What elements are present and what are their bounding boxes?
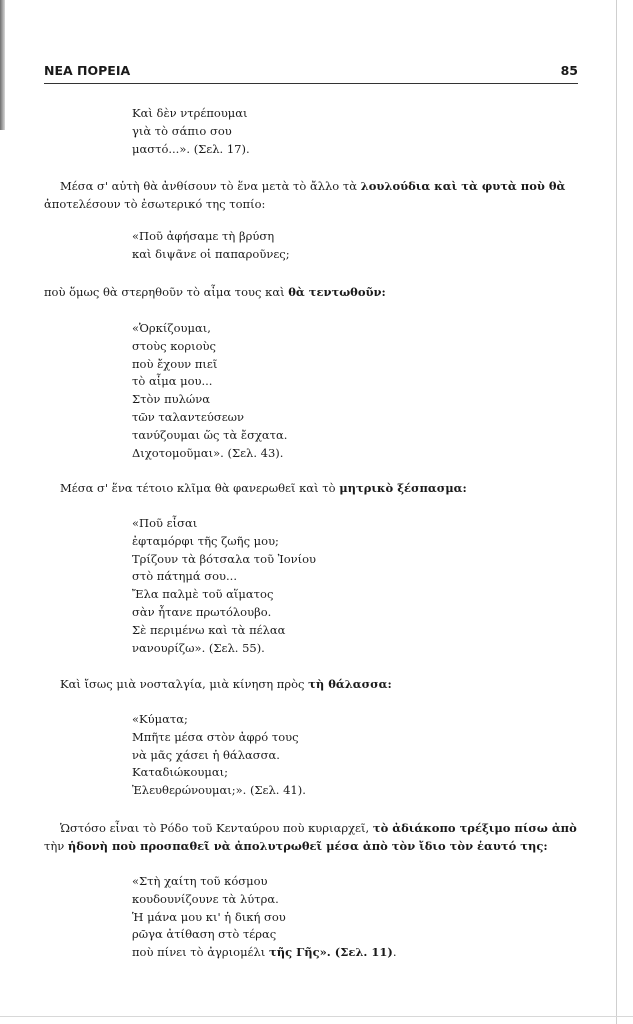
prose-line (44, 820, 584, 838)
verse-line: νανουρίζω». (Σελ. 55). (132, 640, 265, 655)
prose-line (44, 178, 584, 196)
prose-text-bold: λουλούδια καὶ τὰ φυτὰ ποὺ θὰ (360, 179, 566, 193)
prose-text-bold: μητρικὸ ξέσπασμα: (339, 481, 467, 495)
verse-line: Τρίζουν τὰ βότσαλα τοῦ Ἰονίου (132, 551, 317, 566)
prose-line (44, 480, 584, 498)
verse-line: μαστό...». (Σελ. 17). (132, 141, 250, 156)
verse-line: Ἐλευθερώνουμαι;». (Σελ. 41). (132, 783, 306, 798)
page-number: 85 (560, 63, 578, 78)
verse-line: «Ποῦ εἶσαι (132, 516, 198, 530)
prose-line (44, 676, 584, 694)
prose-paragraph-2 (44, 284, 584, 302)
verse-line: «Ποῦ ἀφήσαμε τὴ βρύση (132, 229, 275, 243)
verse-quote-4 (132, 515, 316, 657)
running-head (44, 63, 578, 81)
verse-line: στὸ πάτημά σου... (132, 569, 237, 584)
verse-line: νὰ μᾶς χάσει ἡ θάλασσα. (132, 747, 280, 762)
verse-line: Καταδιώκουμαι; (132, 765, 229, 780)
verse-line: τανύζουμαι ὥς τὰ ἔσχατα. (132, 427, 288, 442)
verse-quote-3 (132, 320, 287, 462)
verse-line: «Κύματα; (132, 712, 188, 726)
verse-line: Ἔλα παλμὲ τοῦ αἵματος (132, 587, 274, 602)
prose-text-bold: ἡδονὴ ποὺ προσπαθεῖ νὰ ἀπολυτρωθεῖ μέσα ἀπὸ τὸν ἴδιο τὸν ἑαυτό της: (67, 838, 548, 853)
verse-line: κουδουνίζουνε τὰ λύτρα. (132, 891, 279, 906)
page-edge-bottom (0, 1016, 633, 1017)
prose-line (44, 838, 584, 856)
verse-line: ρῶγα ἀτίθαση στὸ τέρας (132, 927, 277, 942)
verse-line: «Ὁρκίζουμαι, (132, 321, 211, 335)
verse-line: σὰν ἦτανε πρωτόλουβο. (132, 604, 272, 619)
binding-shadow (0, 0, 5, 130)
prose-line: ἀποτελέσουν τὸ ἐσωτερικό της τοπίο: (44, 196, 266, 211)
prose-text: Καὶ ἴσως μιὰ νοσταλγία, μιὰ κίνηση πρὸς (60, 677, 309, 691)
verse-quote-1 (132, 105, 250, 158)
prose-paragraph-4 (44, 676, 584, 694)
verse-line: Διχοτομοῦμαι». (Σελ. 43). (132, 445, 284, 460)
verse-line: γιὰ τὸ σάπιο σου (132, 123, 232, 138)
prose-text: Μέσα σ' ἕνα τέτοιο κλῖμα θὰ φανερωθεῖ καὶ τὸ (60, 481, 340, 495)
header-rule (44, 83, 578, 84)
prose-text: . (392, 945, 397, 960)
verse-line: καὶ διψᾶνε οἱ παπαροῦνες; (132, 246, 290, 261)
prose-paragraph-3 (44, 480, 584, 498)
prose-text: τὴν (44, 838, 68, 853)
verse-quote-2 (132, 228, 290, 264)
prose-paragraph-5 (44, 820, 584, 856)
prose-text-bold: τὸ ἀδιάκοπο τρέξιμο πίσω ἀπὸ (372, 821, 577, 835)
verse-line: Σὲ περιμένω καὶ τὰ πέλαα (132, 622, 286, 637)
verse-line: Ἡ μάνα μου κι' ἡ δική σου (132, 909, 286, 924)
verse-line: Στὸν πυλώνα (132, 392, 211, 407)
prose-text: ποὺ πίνει τὸ ἀγριομέλι (132, 945, 269, 960)
verse-line: ποὺ ἔχουν πιεῖ (132, 356, 218, 371)
verse-line: «Στὴ χαίτη τοῦ κόσμου (132, 874, 268, 888)
prose-text-bold: θὰ τεντωθοῦν: (288, 285, 386, 299)
prose-text-bold: τῆς Γῆς». (Σελ. 11) (268, 945, 393, 960)
prose-line (44, 284, 584, 302)
verse-line (132, 944, 397, 962)
prose-text-bold: τὴ θάλασσα: (308, 677, 392, 691)
prose-text: ποὺ ὅμως θὰ στερηθοῦν τὸ αἷμα τους καὶ (44, 285, 289, 299)
verse-line: στοὺς κοριοὺς (132, 338, 216, 353)
verse-quote-5 (132, 711, 306, 800)
verse-line: Καὶ δὲν ντρέπουμαι (132, 106, 248, 120)
prose-paragraph-1 (44, 178, 584, 214)
verse-quote-6 (132, 873, 397, 962)
verse-line: τῶν ταλαντεύσεων (132, 409, 245, 424)
journal-title: ΝΕΑ ΠΟΡΕΙΑ (44, 63, 131, 78)
verse-line: Μπῆτε μέσα στὸν ἀφρό τους (132, 729, 299, 744)
page-edge-right (616, 0, 617, 1024)
prose-text: Μέσα σ' αὐτὴ θὰ ἀνθίσουν τὸ ἕνα μετὰ τὸ ἄλλο τὰ (60, 179, 361, 193)
prose-text: Ὡστόσο εἶναι τὸ Ρόδο τοῦ Κενταύρου ποὺ κυριαρχεῖ, (60, 821, 373, 835)
verse-line: τὸ αἷμα μου... (132, 374, 213, 389)
verse-line: ἐφταμόρφι τῆς ζωῆς μου; (132, 533, 279, 548)
